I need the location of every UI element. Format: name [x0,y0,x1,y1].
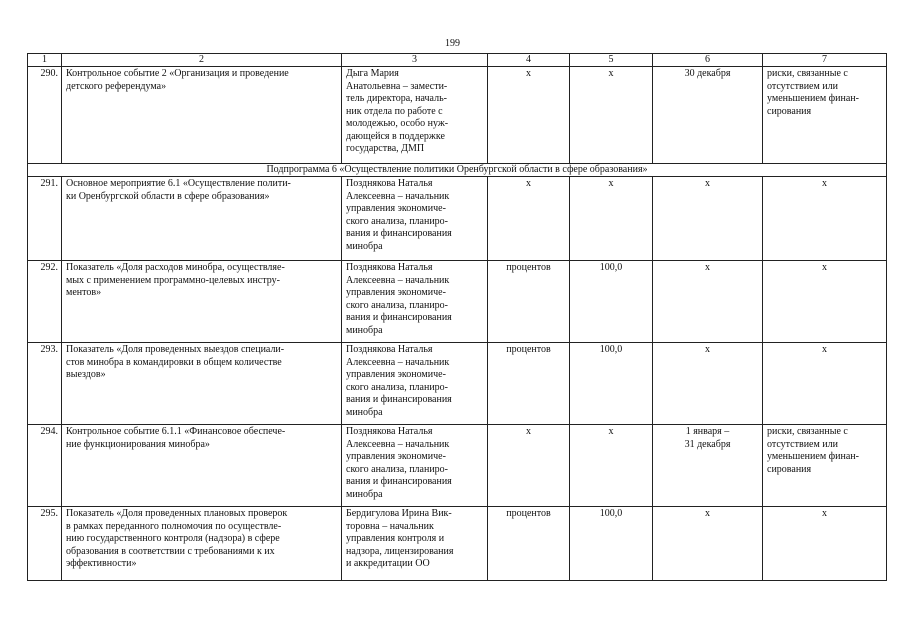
column-header: 1 [28,54,62,67]
row-unit: х [488,177,570,261]
data-table [27,53,887,581]
column-header: 6 [653,54,763,67]
row-risks: х [763,261,887,343]
row-unit: х [488,67,570,164]
row-risks: риски, связанные с отсутствием или уменьшением финан- сирования [763,67,887,164]
row-risks: х [763,177,887,261]
subprogram-title: Подпрограмма 6 «Осуществление политики Оренбургской области в сфере образования» [28,164,887,177]
row-responsible: Бердигулова Ирина Вик- торовна – начальник управления контроля и надзора, лицензирования и аккредитации ОО [342,507,488,581]
row-name: Контрольное событие 2 «Организация и проведение детского референдума» [62,67,342,164]
row-number: 294. [28,425,62,507]
row-value: 100,0 [570,343,653,425]
header-row [28,54,887,67]
row-value: х [570,425,653,507]
table-row [28,343,887,425]
table-row [28,261,887,343]
row-date: х [653,261,763,343]
row-number: 292. [28,261,62,343]
row-name: Основное мероприятие 6.1 «Осуществление полити- ки Оренбургской области в сфере образования» [62,177,342,261]
row-unit: процентов [488,343,570,425]
row-number: 295. [28,507,62,581]
row-date: 1 января – 31 декабря [653,425,763,507]
row-date: х [653,343,763,425]
table-row [28,425,887,507]
row-risks: х [763,343,887,425]
row-responsible: Дыга Мария Анатольевна – замести- тель директора, началь- ник отдела по работе с молодежью, особо нуж- дающейся в поддержке государства, ДМП [342,67,488,164]
subprogram-row [28,164,887,177]
row-unit: процентов [488,261,570,343]
row-responsible: Позднякова Наталья Алексеевна – начальник управления экономиче- ского анализа, планиро- вания и финансирования минобра [342,343,488,425]
column-header: 5 [570,54,653,67]
column-header: 2 [62,54,342,67]
row-date: х [653,177,763,261]
row-number: 290. [28,67,62,164]
table-row [28,507,887,581]
row-name: Показатель «Доля проведенных плановых проверок в рамках переданного полномочия по осуществле- нию государственного контроля (надзора) в сфере образования в соответствии с требованиями к их эффективности» [62,507,342,581]
row-value: 100,0 [570,507,653,581]
row-number: 291. [28,177,62,261]
row-value: х [570,177,653,261]
row-date: х [653,507,763,581]
row-name: Показатель «Доля проведенных выездов специали- стов минобра в командировки в общем количестве выездов» [62,343,342,425]
row-unit: х [488,425,570,507]
row-responsible: Позднякова Наталья Алексеевна – начальник управления экономиче- ского анализа, планиро- вания и финансирования минобра [342,261,488,343]
row-risks: риски, связанные с отсутствием или уменьшением финан- сирования [763,425,887,507]
row-responsible: Позднякова Наталья Алексеевна – начальник управления экономиче- ского анализа, планиро- вания и финансирования минобра [342,177,488,261]
table-row [28,67,887,164]
column-header: 3 [342,54,488,67]
page-number: 199 [445,38,460,49]
row-number: 293. [28,343,62,425]
row-name: Показатель «Доля расходов минобра, осуществляе- мых с применением программно-целевых инстру- ментов» [62,261,342,343]
row-value: х [570,67,653,164]
row-unit: процентов [488,507,570,581]
column-header: 4 [488,54,570,67]
row-risks: х [763,507,887,581]
row-value: 100,0 [570,261,653,343]
column-header: 7 [763,54,887,67]
row-name: Контрольное событие 6.1.1 «Финансовое обеспече- ние функционирования минобра» [62,425,342,507]
row-date: 30 декабря [653,67,763,164]
table-row [28,177,887,261]
row-responsible: Позднякова Наталья Алексеевна – начальник управления экономиче- ского анализа, планиро- вания и финансирования минобра [342,425,488,507]
